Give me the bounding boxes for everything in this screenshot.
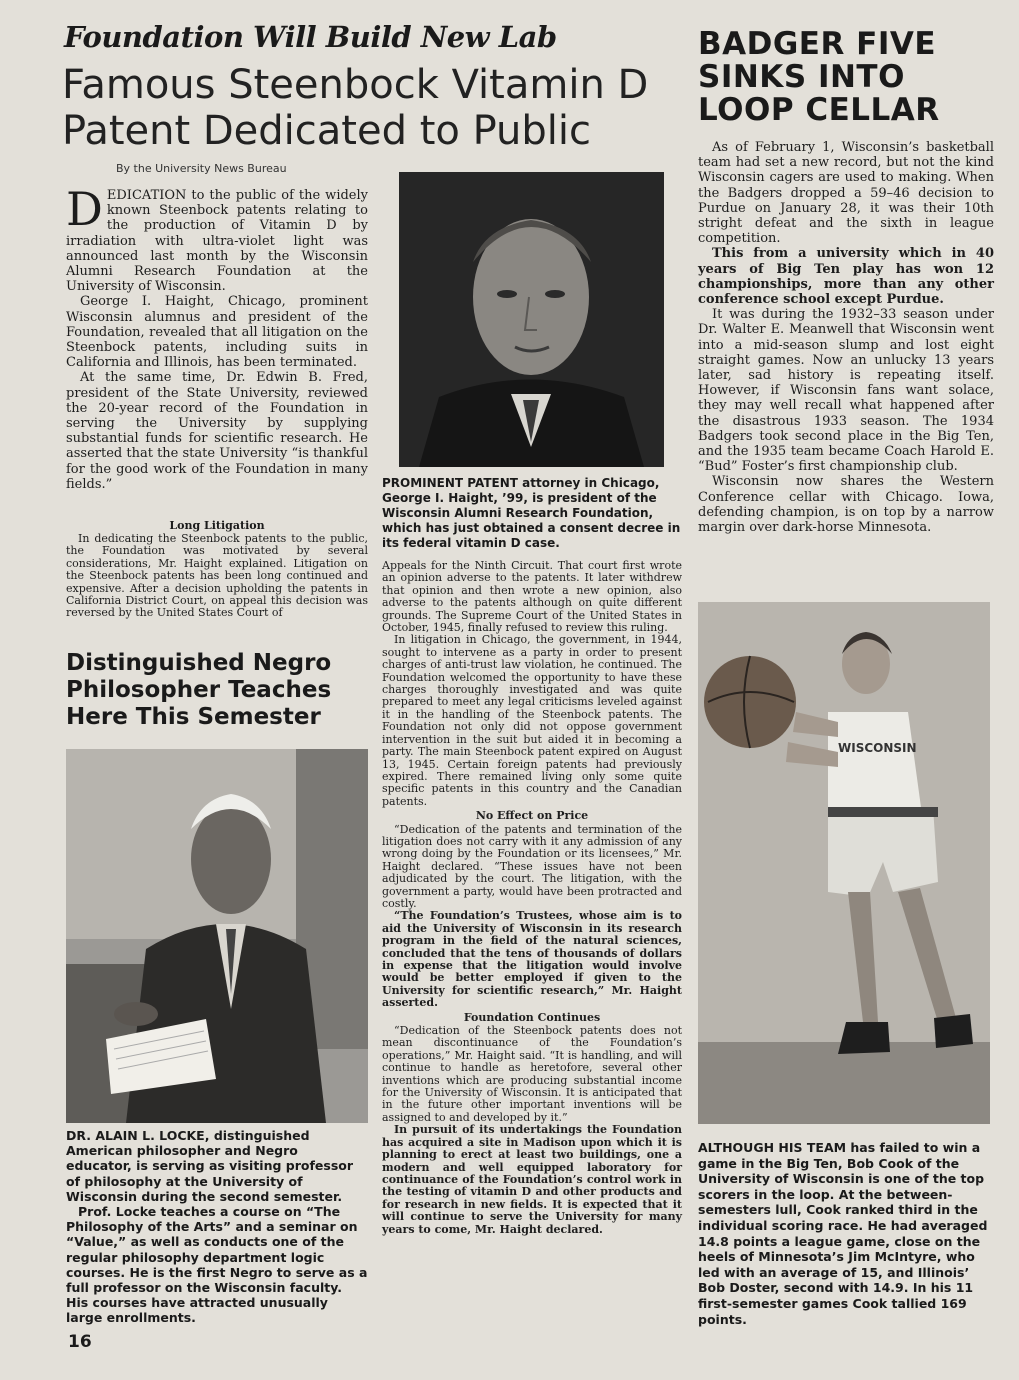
paragraph: DR. ALAIN L. LOCKE, distinguished American philosopher and Negro educator, is serving as visiting professor of philosophy at the University of Wisconsin during the second semester. bbox=[66, 1128, 354, 1204]
paragraph: Wisconsin now shares the Western Conference cellar with Chicago. Iowa, defending champion, is on top by a narrow margin over dark-horse Minnesota. bbox=[698, 474, 994, 536]
subhead-no-effect: No Effect on Price bbox=[475, 809, 589, 823]
byline: By the University News Bureau bbox=[116, 162, 287, 175]
locke-photo bbox=[66, 749, 368, 1123]
paragraph: Prof. Locke teaches a course on “The Philosophy of the Arts” and a seminar on “Value,” as well as conducts one of the regular philosophy department logic courses. He is the first Negro to serve as a full professor on the Wisconsin faculty. His courses have attracted unusually large enrollments. bbox=[66, 1204, 368, 1326]
badger-headline: BADGER FIVE SINKS INTO LOOP CELLAR bbox=[698, 26, 940, 128]
subhead-foundation-continues: Foundation Continues bbox=[463, 1010, 601, 1024]
basketball-player-illustration bbox=[698, 602, 990, 1124]
paragraph-text: EDICATION to the public of the widely known Steenbock patents relating to the production of Vitamin D by irradiation with ultra-violet light was announced last month by the Wisconsin Alumni Research Foundation at the University of Wisconsin. bbox=[66, 188, 368, 295]
steenbock-col2 bbox=[382, 560, 682, 1236]
paragraph: “Dedication of the patents and termination of the litigation does not carry with it any admission of any wrong doing by the Foundation or its licensees,” Mr. Haight declared. “These issues have not been adjudicated by the court. The litigation, with the government a party, would have been protracted and costly. bbox=[382, 822, 682, 910]
jersey-lettering: WISCONSIN bbox=[838, 741, 917, 755]
badger-caption: ALTHOUGH HIS TEAM has failed to win a game in the Big Ten, Bob Cook of the University of Wisconsin is one of the top scorers in the loop. At the between-semesters lull, Cook ranked third in the individual scoring race. He had averaged 14.8 points a league game, close on the heels of Minnesota’s Jim McIntyre, who led with an average of 15, and Illinois’ Bob Doster, second with 14.9. In his 11 first-semester games Cook tallied 169 points. bbox=[698, 1140, 988, 1327]
badger-text bbox=[698, 140, 994, 535]
page-number: 16 bbox=[68, 1332, 92, 1352]
steenbock-col1-small bbox=[66, 533, 368, 620]
paragraph: “Dedication of the Steenbock patents does not mean discontinuance of the Foundation’s operations,” Mr. Haight said. “It is handling, and will continue to handle as heretofore, several other inventions which are producing substantial income for the University of Wisconsin. It is anticipated that in the future other important inventions will be assigned to and developed by it.” bbox=[382, 1024, 682, 1124]
portrait-illustration bbox=[399, 172, 664, 467]
steenbock-col1 bbox=[66, 182, 369, 492]
paragraph: Appeals for the Ninth Circuit. That court first wrote an opinion adverse to the patents. It later withdrew that opinion and then wrote a new opinion, also adverse to the patents although on quite different grounds. The Supreme Court of the United States in October, 1945, finally refused to review this ruling. bbox=[382, 559, 682, 635]
paragraph: It was during the 1932–33 season under Dr. Walter E. Meanwell that Wisconsin went into a mid-season slump and lost eight straight games. Now an unlucky 13 years later, sad history is repeating itself. However, if Wisconsin fans want solace, they may well recall what happened after the disastrous 1933 season. The 1934 Badgers took second place in the Big Ten, and the 1935 team became Coach Harold E. “Bud” Foster’s first championship club. bbox=[698, 307, 994, 475]
paragraph: In dedicating the Steenbock patents to the public, the Foundation was motivated by several considerations, Mr. Haight explained. Litigation on the Steenbock patents has been long continued and expensive. After a decision upholding the patents in California District Court, on appeal this decision was reversed by the United States Court of bbox=[66, 532, 368, 620]
kicker: Foundation Will Build New Lab bbox=[64, 20, 557, 54]
locke-portrait-illustration bbox=[66, 749, 368, 1123]
paragraph: “The Foundation’s Trustees, whose aim is to aid the University of Wisconsin in its research program in the field of the natural sciences, concluded that the tens of thousands of dollars in expense that the litigation would involve would be better employed if given to the University for scientific research,” Mr. Haight asserted. bbox=[382, 909, 682, 1010]
dropcap: D bbox=[66, 182, 103, 236]
paragraph: This from a university which in 40 years of Big Ten play has won 12 championships, more than any other conference school except Purdue. bbox=[698, 246, 994, 308]
locke-caption bbox=[66, 1128, 368, 1326]
steenbock-lead-paragraph bbox=[66, 182, 368, 295]
paragraph: In pursuit of its undertakings the Foundation has acquired a site in Madison upon which it is planning to erect at least two buildings, one a modern and well equipped laboratory for continuance of the Foundation’s control work in the testing of vitamin D and other products and for research in new fields. It is expected that it will continue to serve the University for many years to come, Mr. Haight declared. bbox=[382, 1123, 682, 1236]
paragraph: As of February 1, Wisconsin’s basketball team had set a new record, but not the kind Wisconsin cagers are used to making. When the Badgers dropped a 59–46 decision to Purdue on January 28, it was their 10th stright defeat and the sixth in league competition. bbox=[698, 140, 994, 247]
haight-photo bbox=[399, 172, 664, 467]
haight-caption: PROMINENT PATENT attorney in Chicago, George I. Haight, ’99, is president of the Wisconsin Alumni Research Foundation, which has just obtained a consent decree in its federal vitamin D case. bbox=[382, 476, 681, 550]
paragraph: George I. Haight, Chicago, prominent Wisconsin alumnus and president of the Foundation, revealed that all litigation on the Steenbock patents, including suits in California and Illinois, has been terminated. bbox=[66, 294, 368, 371]
subhead-long-litigation: Long Litigation bbox=[169, 519, 265, 532]
main-headline: Famous Steenbock Vitamin D Patent Dedicated to Public bbox=[62, 62, 649, 154]
paragraph: At the same time, Dr. Edwin B. Fred, president of the State University, reviewed the 20-year record of the Foundation in serving the University by supplying substantial funds for scientific research. He asserted that the state University “is thankful for the good work of the Foundation in many fields.” bbox=[66, 370, 369, 492]
basketball-photo bbox=[698, 602, 990, 1124]
locke-headline: Distinguished Negro Philosopher Teaches Here This Semester bbox=[66, 650, 332, 730]
paragraph: In litigation in Chicago, the government, in 1944, sought to intervene as a party in order to present charges of anti-trust law violation, he continued. The Foundation welcomed the opportunity to have these charges thoroughly investigated and was quite prepared to meet any legal criticisms leveled against it in the handling of the Steenbock patents. The Foundation not only did not oppose government intervention in the suit but aided it in becoming a party. The main Steenbock patent expired on August 13, 1945. Certain foreign patents had previously expired. There remained living only some quite specific patents in this country and the Canadian patents. bbox=[382, 633, 682, 808]
